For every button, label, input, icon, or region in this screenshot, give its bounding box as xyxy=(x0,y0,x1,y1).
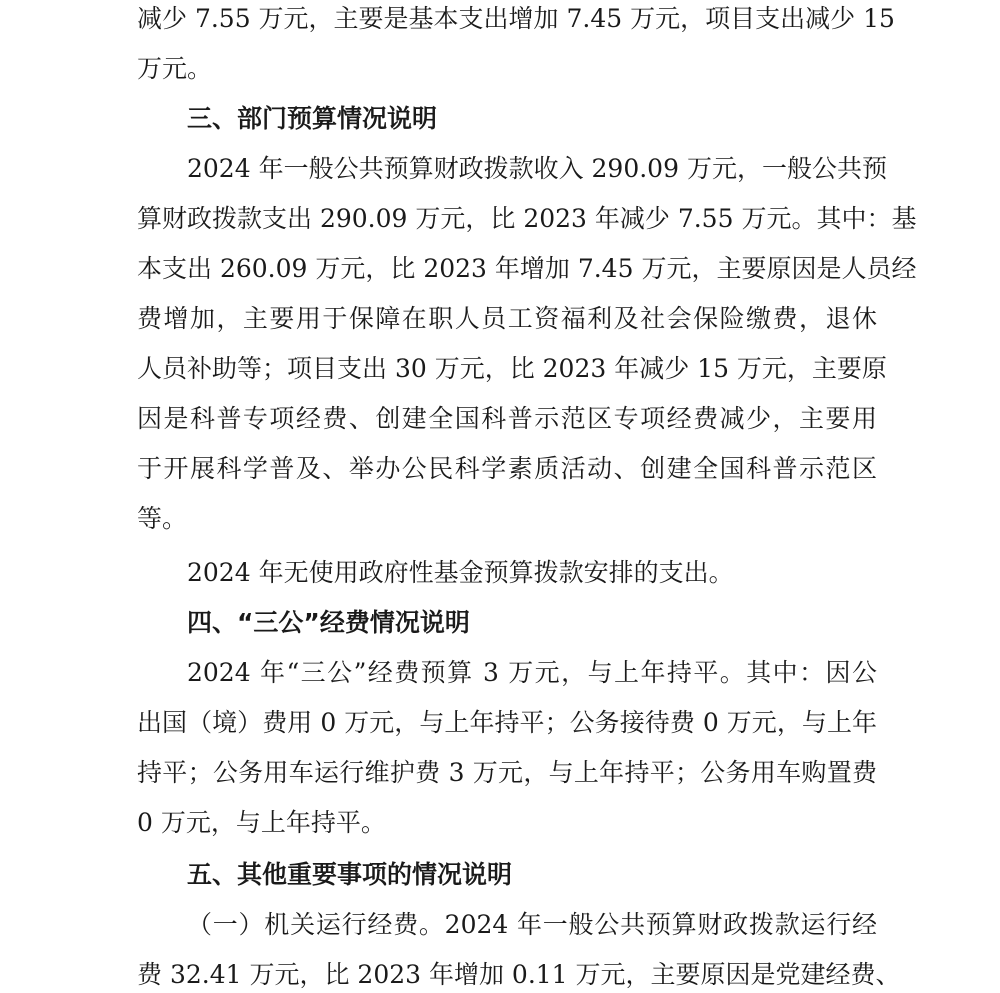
paragraph-line: 因是科普专项经费、创建全国科普示范区专项经费减少，主要用 xyxy=(137,404,877,433)
paragraph-line: 于开展科学普及、举办公民科学素质活动、创建全国科普示范区 xyxy=(137,454,877,483)
paragraph-line: 等。 xyxy=(137,504,188,533)
paragraph-line: 持平；公务用车运行维护费 3 万元，与上年持平；公务用车购置费 xyxy=(137,758,877,787)
section-heading: 四、“三公”经费情况说明 xyxy=(187,608,470,637)
paragraph-line: 减少 7.55 万元，主要是基本支出增加 7.45 万元，项目支出减少 15 xyxy=(137,4,895,33)
paragraph-line: 算财政拨款支出 290.09 万元，比 2023 年减少 7.55 万元。其中：基 xyxy=(137,204,917,233)
paragraph-line: （一）机关运行经费。2024 年一般公共预算财政拨款运行经 xyxy=(187,910,877,939)
paragraph-line: 费增加，主要用于保障在职人员工资福利及社会保险缴费，退休 xyxy=(137,304,877,333)
paragraph-line: 人员补助等；项目支出 30 万元，比 2023 年减少 15 万元，主要原 xyxy=(137,354,887,383)
section-heading: 三、部门预算情况说明 xyxy=(187,104,438,133)
paragraph-line: 本支出 260.09 万元，比 2023 年增加 7.45 万元，主要原因是人员经 xyxy=(137,254,917,283)
paragraph-line: 费 32.41 万元，比 2023 年增加 0.11 万元，主要原因是党建经费、 xyxy=(137,960,901,989)
section-heading: 五、其他重要事项的情况说明 xyxy=(187,860,513,889)
paragraph-line: 2024 年“三公”经费预算 3 万元，与上年持平。其中：因公 xyxy=(187,658,877,687)
paragraph-line: 出国（境）费用 0 万元，与上年持平；公务接待费 0 万元，与上年 xyxy=(137,708,877,737)
paragraph-line: 2024 年无使用政府性基金预算拨款安排的支出。 xyxy=(187,558,734,587)
paragraph-line: 2024 年一般公共预算财政拨款收入 290.09 万元，一般公共预 xyxy=(187,154,887,183)
paragraph-line: 0 万元，与上年持平。 xyxy=(137,808,386,837)
paragraph-line: 万元。 xyxy=(137,54,213,83)
